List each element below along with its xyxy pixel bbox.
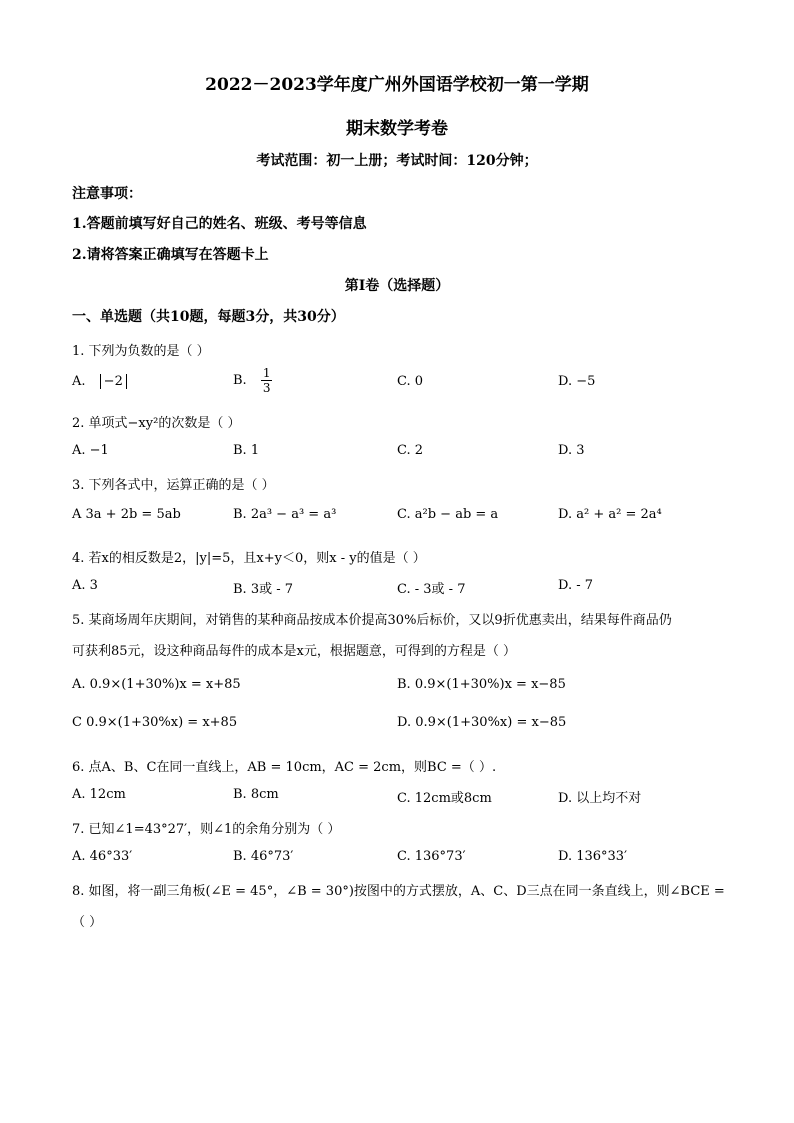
- question-3-option-d: D. a² + a² = 2a⁴: [558, 507, 662, 522]
- option-a-label: A.: [72, 374, 86, 389]
- question-7-stem: 7. 已知∠1=43°27′，则∠1的余角分别为（ ）: [72, 822, 341, 837]
- question-5-option-a: A. 0.9×(1+30%)x = x+85: [72, 677, 241, 692]
- question-5-stem-line2: 可获利85元，设这种商品每件的成本是x元，根据题意，可得到的方程是（ ）: [72, 644, 517, 659]
- question-2-option-a: A. −1: [72, 443, 109, 458]
- fraction-numerator: 1: [262, 366, 271, 380]
- question-6-option-c: C. 12cm或8cm: [397, 791, 492, 806]
- question-6-option-a: A. 12cm: [72, 787, 126, 802]
- fraction-denominator: 3: [262, 381, 271, 395]
- question-3-option-a: A 3a + 2b = 5ab: [72, 507, 181, 522]
- question-7-option-d: D. 136°33′: [558, 849, 628, 864]
- question-3-option-c: C. a²b − ab = a: [397, 507, 499, 522]
- question-7-option-c: C. 136°73′: [397, 849, 466, 864]
- question-3-stem: 3. 下列各式中，运算正确的是（ ）: [72, 478, 275, 493]
- question-6-option-b: B. 8cm: [233, 787, 279, 802]
- question-8-stem-line1: 8. 如图，将一副三角板(∠E = 45°，∠B = 30°)按图中的方式摆放，A、C、D三点在同一条直线上，则∠BCE =: [72, 884, 725, 899]
- question-3-option-b: B. 2a³ − a³ = a³: [233, 507, 337, 522]
- question-4-option-a: A. 3: [72, 578, 98, 593]
- question-4-option-b: B. 3或 - 7: [233, 582, 294, 597]
- question-7-option-a: A. 46°33′: [72, 849, 133, 864]
- exam-title-line2: 期末数学考卷: [346, 119, 448, 139]
- question-4-stem: 4. 若x的相反数是2，|y|=5，且x+y＜0，则x - y的值是（ ）: [72, 551, 426, 566]
- question-5-option-b: B. 0.9×(1+30%)x = x−85: [397, 677, 566, 692]
- question-1-option-d: D. −5: [558, 374, 596, 389]
- option-b-label: B.: [233, 373, 247, 388]
- volume-title: 第I卷（选择题）: [344, 278, 450, 294]
- question-5-option-c: C 0.9×(1+30%x) = x+85: [72, 715, 238, 730]
- part-title: 一、单选题（共10题，每题3分，共30分）: [72, 309, 345, 325]
- fraction: [261, 366, 273, 395]
- question-1-option-a: [72, 374, 127, 389]
- question-6-option-d: D. 以上均不对: [558, 791, 642, 806]
- question-2-option-d: D. 3: [558, 443, 585, 458]
- exam-title-line1: 2022－2023学年度广州外国语学校初一第一学期: [205, 75, 589, 95]
- question-5-option-d: D. 0.9×(1+30%x) = x−85: [397, 715, 567, 730]
- question-6-stem: 6. 点A、B、C在同一直线上，AB = 10cm，AC = 2cm，则BC =（ ）.: [72, 760, 497, 775]
- notes-item-1: 1.答题前填写好自己的姓名、班级、考号等信息: [72, 216, 367, 232]
- notes-item-2: 2.请将答案正确填写在答题卡上: [72, 247, 269, 263]
- question-2-option-c: C. 2: [397, 443, 424, 458]
- question-1-stem: 1. 下列为负数的是（ ）: [72, 344, 210, 359]
- question-8-stem-line2: （ ）: [72, 915, 103, 930]
- question-2-stem: 2. 单项式−xy²的次数是（ ）: [72, 416, 241, 431]
- notes-heading: 注意事项：: [72, 186, 142, 202]
- abs-value: −2: [100, 374, 127, 389]
- question-5-stem-line1: 5. 某商场周年庆期间，对销售的某种商品按成本价提高30%后标价，又以9折优惠卖出，结果每件商品仍: [72, 613, 672, 628]
- question-4-option-c: C. - 3或 - 7: [397, 582, 466, 597]
- question-2-option-b: B. 1: [233, 443, 260, 458]
- question-1-option-b: [233, 366, 272, 395]
- question-1-option-c: C. 0: [397, 374, 424, 389]
- question-7-option-b: B. 46°73′: [233, 849, 294, 864]
- exam-info: 考试范围：初一上册；考试时间：120分钟；: [256, 153, 538, 169]
- question-4-option-d: D. - 7: [558, 578, 594, 593]
